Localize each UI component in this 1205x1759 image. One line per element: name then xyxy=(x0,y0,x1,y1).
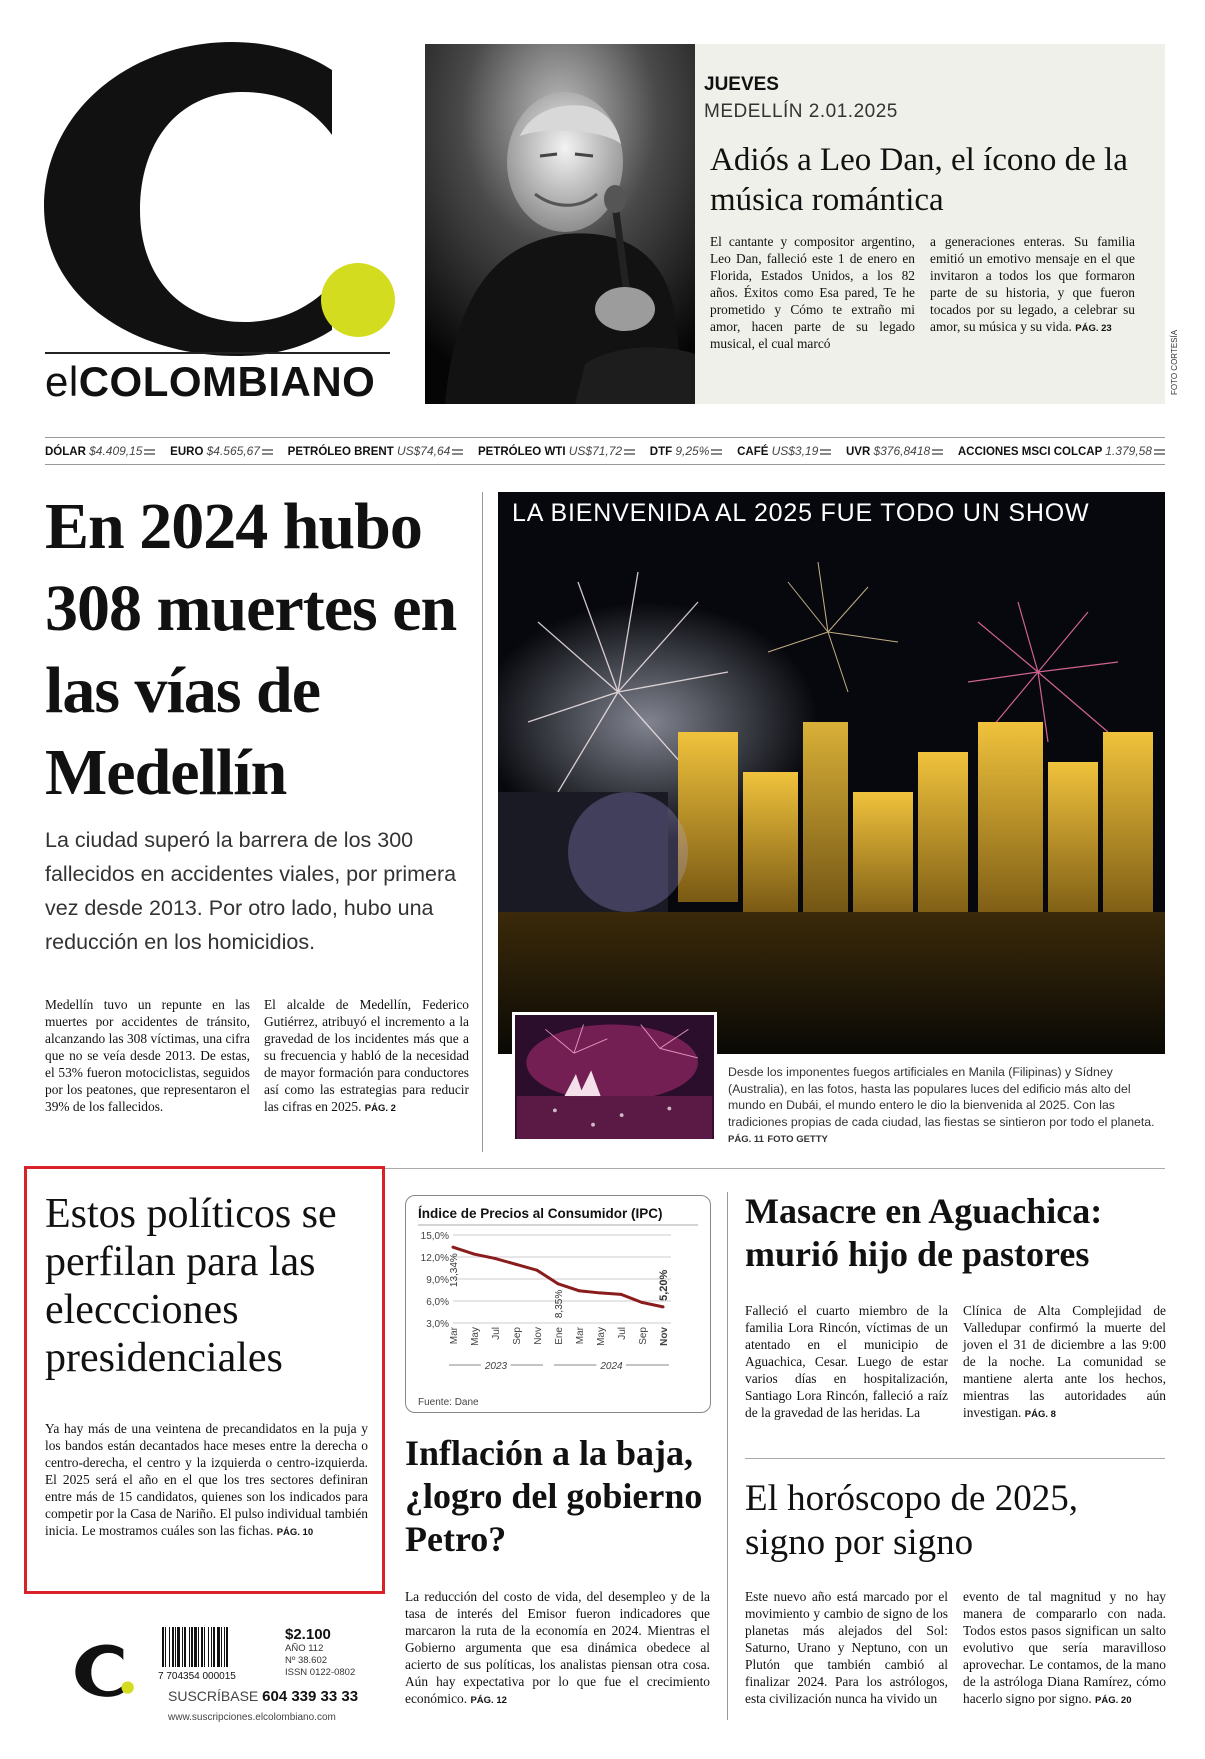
ticker-name: DTF xyxy=(649,446,676,458)
inflation-body-text: La reducción del costo de vida, del desempleo y de la tasa de interés del Emisor fueron indicadores que marcaron la ruta de la economía en 2024. Mientras el Gobierno argumenta que esa dinámica obedece al acierto de sus políticas, los analistas piensan otra cosa. Aún hay expectativa por lo que fue el crecimiento económico. xyxy=(405,1589,710,1706)
data-point xyxy=(557,1282,560,1285)
edition-day: JUEVES xyxy=(704,74,779,95)
massacre-page-ref[interactable]: PÁG. 8 xyxy=(1024,1409,1056,1420)
x-tick-label: Mar xyxy=(575,1327,586,1345)
wordmark-el: el xyxy=(45,358,79,405)
edition-number: Nº 38.602 xyxy=(285,1655,328,1666)
top-story-col2 xyxy=(930,233,1135,337)
equal-trend-icon xyxy=(144,449,155,455)
barcode-bar xyxy=(224,1627,225,1667)
ticker-value: US$3,19 xyxy=(771,444,819,458)
ticker-name: EURO xyxy=(170,446,207,458)
barcode-bar xyxy=(162,1627,164,1667)
main-story-page-ref[interactable]: PÁG. 2 xyxy=(364,1103,396,1114)
top-story-col1: El cantante y compositor argentino, Leo Dan, falleció este 1 de enero en Florida, Estados Unidos, a los 82 años. Éxitos como Esa pared, Te he prometido y Cómo te extraño mi amor, hacen parte de su legado musical, el cual marcó xyxy=(710,234,915,351)
inflation-page-ref[interactable]: PÁG. 12 xyxy=(470,1695,507,1706)
ticker-item xyxy=(958,444,1165,458)
ticker-name: CAFÉ xyxy=(737,446,772,458)
chart-source: Fuente: Dane xyxy=(418,1397,479,1408)
photo-overlay-title: LA BIENVENIDA AL 2025 FUE TODO UN SHOW xyxy=(512,499,1090,527)
data-point xyxy=(473,1253,476,1256)
logo-accent-dot xyxy=(321,263,395,337)
barcode-bar xyxy=(194,1627,197,1667)
barcode-bar xyxy=(182,1627,183,1667)
ticker-value: $4.409,15 xyxy=(89,444,143,458)
year-label: 2024 xyxy=(600,1361,623,1372)
x-tick-label: Jul xyxy=(491,1327,502,1340)
ticker-value: $376,8418 xyxy=(873,444,931,458)
barcode-digits: 7 704354 000015 xyxy=(158,1671,236,1681)
barcode-bar xyxy=(184,1627,186,1667)
year-label: 2023 xyxy=(484,1361,508,1372)
y-tick-label: 12,0% xyxy=(420,1253,449,1264)
price-block xyxy=(285,1626,355,1679)
data-point xyxy=(494,1257,497,1260)
barcode xyxy=(158,1627,278,1681)
ticker-name: DÓLAR xyxy=(45,446,90,458)
ticker-item xyxy=(846,444,943,458)
ticker-value: 1.379,58 xyxy=(1105,444,1152,458)
ticker-item xyxy=(288,444,464,458)
main-story-col1: Medellín tuvo un repunte en las muertes por accidentes de tránsito, alcanzando las 308 víctimas, una cifra que no se veía desde 2013. De estas, el 53% fueron motociclistas, seguidos por los peatones, que representaron el 39% de los fallecidos. xyxy=(45,997,250,1114)
massacre-col2 xyxy=(963,1302,1166,1423)
main-story-headline[interactable]: En 2024 hubo 308 muertes en las vías de Medellín xyxy=(45,490,457,809)
politicians-headline[interactable]: Estos políticos se perfilan para las eleccciones presidenciales xyxy=(45,1191,337,1381)
x-tick-label: Jul xyxy=(617,1327,628,1340)
chart-y-ticks xyxy=(421,1231,449,1330)
barcode-bar xyxy=(221,1627,222,1667)
issn: ISSN 0122-0802 xyxy=(285,1667,356,1678)
ipc-chart[interactable] xyxy=(405,1195,711,1413)
horoscope-headline[interactable]: El horóscopo de 2025, signo por signo xyxy=(745,1478,1078,1563)
barcode-bar xyxy=(175,1627,176,1667)
barcode-bar xyxy=(204,1627,205,1667)
barcode-bar xyxy=(226,1627,228,1667)
masthead-wordmark[interactable] xyxy=(45,358,375,406)
photo-page-ref[interactable]: PÁG. 11 xyxy=(728,1134,764,1145)
data-label: 13,34% xyxy=(449,1253,460,1288)
massacre-headline[interactable]: Masacre en Aguachica: murió hijo de pastores xyxy=(745,1191,1103,1274)
equal-trend-icon xyxy=(711,449,722,455)
wordmark-main: COLOMBIANO xyxy=(78,358,376,405)
barcode-bar xyxy=(191,1627,193,1667)
subscribe-line[interactable] xyxy=(168,1688,358,1705)
x-tick-label: Nov xyxy=(533,1327,544,1345)
x-tick-label: Sep xyxy=(638,1327,649,1345)
right-section-divider xyxy=(745,1458,1165,1459)
x-tick-label: May xyxy=(596,1327,607,1346)
equal-trend-icon xyxy=(1154,449,1165,455)
barcode-bar xyxy=(172,1627,174,1667)
y-tick-label: 9,0% xyxy=(426,1275,449,1286)
ticker-name: ACCIONES MSCI COLCAP xyxy=(957,446,1106,458)
fireworks-photo[interactable] xyxy=(498,492,1165,1054)
ticker-item xyxy=(45,444,155,458)
top-story-col2-text: a generaciones enteras. Su familia emitió un emotivo mensaje en el que invitaron a todos los que formaron parte de su historia, y que fueron tocados por su legado, a celebrar su amor, su música y su vida. xyxy=(930,234,1135,334)
chart-title: Índice de Precios al Consumidor (IPC) xyxy=(418,1206,663,1221)
photo-caption xyxy=(728,1064,1165,1149)
data-point xyxy=(620,1293,623,1296)
equal-trend-icon xyxy=(262,449,273,455)
data-label: 8,35% xyxy=(554,1289,565,1319)
main-story-col2 xyxy=(264,996,469,1117)
ticker-value: $4.565,67 xyxy=(206,444,260,458)
barcode-bar xyxy=(208,1627,209,1667)
inflation-headline[interactable]: Inflación a la baja, ¿logro del gobierno Petro? xyxy=(405,1433,703,1559)
horoscope-col1: Este nuevo año está marcado por el movimiento y cambio de signo de los planetas más alejados del Sol: Saturno, Urano y Neptuno, con un Plutón que también cambió al finalizar 2024. Para los astrólogos, esta civilización nunca ha vivido un xyxy=(745,1589,948,1706)
top-story-page-ref[interactable]: PÁG. 23 xyxy=(1075,323,1112,334)
leo-dan-photo[interactable] xyxy=(425,44,695,404)
x-tick-label: Nov xyxy=(659,1327,670,1346)
ticker-value: 9,25% xyxy=(675,444,710,458)
horoscope-col2 xyxy=(963,1588,1166,1709)
ticker-item xyxy=(650,444,723,458)
politicians-body xyxy=(45,1420,368,1541)
barcode-bar xyxy=(198,1627,199,1667)
data-point xyxy=(662,1305,665,1308)
politicians-body-text: Ya hay más de una veintena de precandidatos en la puja y los bandos están decantados hace meses entre la derecha o centro-derecha, el centro y la izquierda o centro-izquierda. El 2025 será el año en el que los tres sectores definiran entre más de 15 candidatos, quienes son los indicados para competir por la Casa de Nariño. El pulso individual también inicia. Le mostramos cuáles son las fichas. xyxy=(45,1421,368,1538)
edition-year: AÑO 112 xyxy=(285,1643,324,1654)
chart-x-ticks xyxy=(449,1326,670,1346)
horoscope-page-ref[interactable]: PÁG. 20 xyxy=(1095,1695,1132,1706)
ticker-name: PETRÓLEO BRENT xyxy=(287,446,397,458)
market-ticker xyxy=(45,437,1165,465)
main-story-col2-text: El alcalde de Medellín, Federico Gutiérrez, atribuyó el incremento a la gravedad de los incidentes más que a su frecuencia y habló de la necesidad de mayor formación para conductores así como las estrategias para reducir las cifras en 2025. xyxy=(264,997,469,1114)
subscription-url[interactable]: www.suscripciones.elcolombiano.com xyxy=(168,1712,336,1723)
data-point xyxy=(515,1263,518,1266)
main-story-deck: La ciudad superó la barrera de los 300 fallecidos en accidentes viales, por primera vez desde 2013. Por otro lado, hubo una reducción en los homicidios. xyxy=(45,828,457,954)
ticker-item xyxy=(737,444,831,458)
x-tick-label: Sep xyxy=(512,1327,523,1345)
ticker-name: PETRÓLEO WTI xyxy=(478,446,569,458)
cover-price: $2.100 xyxy=(285,1626,331,1643)
column-divider xyxy=(482,492,483,1152)
y-tick-label: 15,0% xyxy=(420,1231,449,1242)
footer-logo[interactable] xyxy=(75,1640,135,1700)
x-tick-label: Ene xyxy=(554,1327,565,1345)
barcode-bar xyxy=(165,1627,166,1667)
masthead-logo-c[interactable] xyxy=(42,30,402,360)
equal-trend-icon xyxy=(820,449,831,455)
barcode-bar xyxy=(177,1627,180,1667)
barcode-bar xyxy=(169,1627,170,1667)
equal-trend-icon xyxy=(932,449,943,455)
barcode-bar xyxy=(211,1627,212,1667)
subscribe-phone[interactable]: 604 339 33 33 xyxy=(262,1688,359,1705)
data-point xyxy=(578,1289,581,1292)
x-tick-label: Mar xyxy=(449,1327,460,1345)
y-tick-label: 6,0% xyxy=(426,1297,449,1308)
x-tick-label: May xyxy=(470,1327,481,1346)
politicians-page-ref[interactable]: PÁG. 10 xyxy=(276,1527,314,1538)
massacre-col2-text: Clínica de Alta Complejidad de Valledupar confirmó la muerte del joven el 31 de diciembre a las 9:00 de la noche. La comunidad se mantiene alerta ante los hechos, mientras las autoridades aún investigan. xyxy=(963,1303,1166,1420)
data-point xyxy=(641,1301,644,1304)
logo-divider xyxy=(45,352,390,354)
edition-date: MEDELLÍN 2.01.2025 xyxy=(704,101,898,122)
barcode-bar xyxy=(201,1627,203,1667)
data-label: 5,20% xyxy=(658,1269,670,1301)
top-photo-credit: FOTO CORTESÍA xyxy=(1170,329,1179,395)
equal-trend-icon xyxy=(624,449,635,455)
chart-year-labels xyxy=(449,1361,669,1372)
ticker-item xyxy=(170,444,273,458)
y-tick-label: 3,0% xyxy=(426,1319,449,1330)
massacre-col1: Falleció el cuarto miembro de la familia Lora Rincón, víctimas de un atentado en el municipio de Aguachica, Cesar. Luego de estar varios días en hospitalización, Santiago Lora Rincón, falleció a raíz de la gravedad de las heridas. La xyxy=(745,1303,948,1420)
equal-trend-icon xyxy=(452,449,463,455)
horoscope-col2-text: evento de tal magnitud y no hay manera de compararlo con nada. Todos estos pasos significan un salto evolutivo que sería maravilloso aprovechar. Le contamos, de la mano de la astróloga Diana Ramírez, cómo hacerlo signo por signo. xyxy=(963,1589,1166,1706)
photo-caption-text: Desde los imponentes fuegos artificiales en Manila (Filipinas) y Sídney (Australia), en las fotos, hasta las populares luces del edificio más alto del mundo en Dubái, el mundo entero le dio la bienvenida al 2025. Con las tradiciones propias de cada ciudad, las fiestas se sintieron por todo el planeta. xyxy=(728,1065,1155,1129)
sydney-inset-photo[interactable] xyxy=(512,1012,717,1142)
ticker-name: UVR xyxy=(845,446,874,458)
ticker-value: US$71,72 xyxy=(568,444,623,458)
photo-credit: FOTO GETTY xyxy=(767,1134,828,1145)
top-story-headline[interactable]: Adiós a Leo Dan, el ícono de la música romántica xyxy=(710,142,1128,218)
data-point xyxy=(536,1269,539,1272)
subscribe-label: SUSCRÍBASE xyxy=(168,1688,259,1704)
inflation-body xyxy=(405,1588,710,1709)
barcode-bar xyxy=(189,1627,190,1667)
data-point xyxy=(452,1246,455,1249)
barcode-bar xyxy=(217,1627,220,1667)
barcode-bar xyxy=(213,1627,215,1667)
ticker-item xyxy=(478,444,635,458)
data-point xyxy=(599,1291,602,1294)
column-divider-2 xyxy=(727,1192,728,1720)
ticker-value: US$74,64 xyxy=(396,444,451,458)
